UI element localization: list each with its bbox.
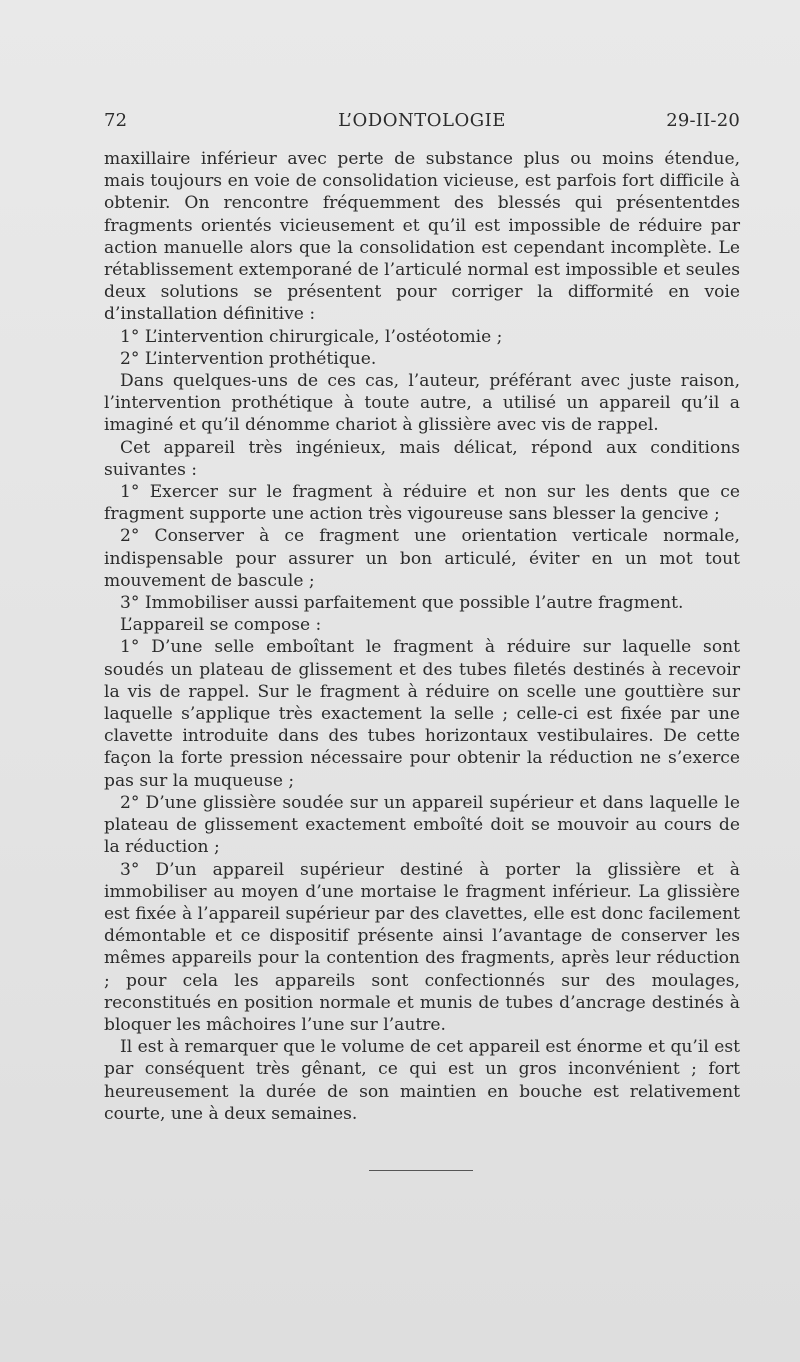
- paragraph-conclusion: Il est à remarquer que le volume de cet appareil est énorme et qu’il est par conséquent très gênant, ce qui est un gros inconvénient ; fort heureusement la durée de son maintien en bouche est relativement courte, une à deux semaines.: [104, 1037, 740, 1124]
- paragraph: Cet appareil très ingénieux, mais délicat, répond aux conditions suivantes :: [104, 437, 740, 480]
- article-body: [104, 148, 740, 1125]
- list-item: 3° Immobiliser aussi parfaitement que possible l’autre fragment.: [120, 593, 684, 614]
- paragraph-intro: maxillaire inférieur avec perte de substance plus ou moins étendue, mais toujours en voie de consolidation vicieuse, est parfois fort difficile à obtenir. On rencontre fréquemment des blessés qui présententdes fragments orientés vicieusement et qu’il est impossible de réduire par action manuelle alors que la consolidation est cependant incomplète. Le rétablissement extemporané de l’articulé normal est impossible et seules deux solutions se présentent pour corriger la difformité en voie d’installation définitive :: [104, 149, 740, 325]
- list-item: 1° D’une selle emboîtant le fragment à réduire sur laquelle sont soudés un plateau de glissement et des tubes filetés destinés à recevoir la vis de rappel. Sur le fragment à réduire on scelle une gouttière sur laquelle s’applique très exactement la selle ; celle-ci est fixée par une clavette introduite dans des tubes horizontaux vestibulaires. De cette façon la forte pression nécessaire pour obtenir la réduction ne s’exerce pas sur la muqueuse ;: [104, 637, 740, 791]
- paragraph: Dans quelques-uns de ces cas, l’auteur, préférant avec juste raison, l’intervention prothétique à toute autre, a utilisé un appareil qu’il a imaginé et qu’il dénomme chariot à glissière avec vis de rappel.: [104, 371, 740, 436]
- list-item: 3° D’un appareil supérieur destiné à porter la glissière et à immobiliser au moyen d’une mortaise le fragment inférieur. La glissière est fixée à l’appareil supérieur par des clavettes, elle est donc facilement démontable et ce dispositif présente ainsi l’avantage de conserver les mêmes appareils pour la contention des fragments, après leur réduction ; pour cela les appareils sont confectionnés sur des moulages, reconstitués en position normale et munis de tubes d’ancrage destinés à bloquer les mâchoires l’une sur l’autre.: [104, 859, 740, 1035]
- list-item: 2° Conserver à ce fragment une orientation verticale normale, indispensable pour assurer un bon articulé, éviter en un mot tout mouvement de bascule ;: [104, 526, 740, 591]
- list-item: 2° L’intervention prothétique.: [120, 348, 377, 369]
- journal-title: L’ODONTOLOGIE: [338, 110, 506, 131]
- issue-date: 29-II-20: [666, 110, 740, 131]
- page-header: [104, 110, 740, 136]
- list-item: 2° D’une glissière soudée sur un appareil supérieur et dans laquelle le plateau de glissement exactement emboîté doit se mouvoir au cours de la réduction ;: [104, 792, 740, 858]
- paragraph: L’appareil se compose :: [120, 615, 322, 636]
- section-divider: [369, 1170, 473, 1171]
- list-item: 1° Exercer sur le fragment à réduire et non sur les dents que ce fragment supporte une action très vigoureuse sans blesser la gencive ;: [104, 482, 740, 525]
- list-item: 1° L’intervention chirurgicale, l’ostéotomie ;: [120, 326, 503, 347]
- page-number: 72: [104, 110, 128, 131]
